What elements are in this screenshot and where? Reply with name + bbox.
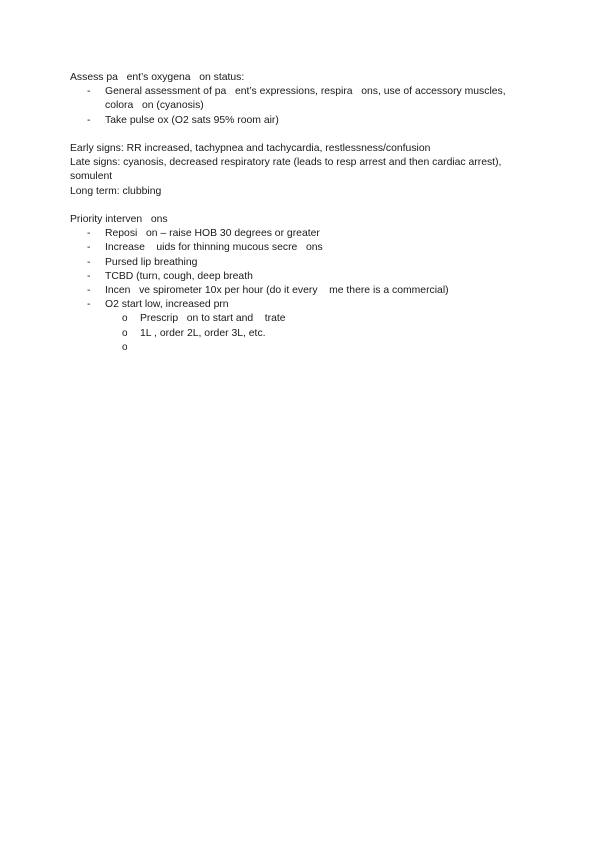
assess-item-line: colora on (cyanosis) [105, 100, 204, 112]
priority-item [70, 284, 530, 298]
long-term-signs: Long term: clubbing [70, 185, 162, 197]
priority-item-text: TCBD (turn, cough, deep breath [105, 270, 253, 282]
late-signs-line: Late signs: cyanosis, decreased respiratory rate (leads to resp arrest and then cardiac arrest), [70, 157, 502, 169]
early-signs: Early signs: RR increased, tachypnea and tachycardia, restlessness/confusion [70, 143, 431, 154]
priority-item-text: Pursed lip breathing [105, 256, 198, 268]
priority-subitem [70, 312, 530, 326]
priority-item [70, 270, 530, 284]
priority-item [70, 256, 530, 270]
assess-item-line: General assessment of pa ent’s expressions, respira ons, use of accessory muscles, [105, 86, 506, 98]
bullet-dash: - [87, 285, 91, 297]
priority-item-text: Reposi on – raise HOB 30 degrees or greater [105, 228, 320, 240]
bullet-dash: - [87, 114, 91, 126]
bullet-circle: o [122, 327, 128, 339]
priority-subitem-text: 1L , order 2L, order 3L, etc. [140, 327, 266, 339]
priority-item-text: O2 start low, increased prn [105, 299, 229, 311]
assess-item [70, 114, 530, 128]
bullet-circle: o [122, 341, 128, 353]
assess-item-line: Take pulse ox (O2 sats 95% room air) [105, 114, 279, 126]
assess-heading: Assess pa ent’s oxygena on status: [70, 72, 245, 83]
priority-subitem [70, 327, 530, 341]
priority-item [70, 227, 530, 241]
bullet-dash: - [87, 270, 91, 282]
bullet-dash: - [87, 228, 91, 240]
bullet-dash: - [87, 256, 91, 268]
assess-item [70, 85, 530, 113]
bullet-dash: - [87, 242, 91, 254]
priority-heading: Priority interven ons [70, 214, 168, 225]
priority-item [70, 241, 530, 255]
bullet-circle: o [122, 313, 128, 325]
priority-subitem-text: Prescrip on to start and trate [140, 313, 286, 325]
paragraph-spacer [70, 128, 530, 142]
priority-item-text: Incen ve spirometer 10x per hour (do it every me there is a commercial) [105, 285, 449, 297]
late-signs-line: somulent [70, 171, 113, 183]
paragraph-spacer [70, 199, 530, 213]
document-body [70, 71, 530, 355]
priority-item-text: Increase uids for thinning mucous secre ons [105, 242, 323, 254]
bullet-dash: - [87, 299, 91, 311]
priority-item [70, 298, 530, 312]
priority-subitem [70, 341, 530, 355]
bullet-dash: - [87, 86, 91, 98]
